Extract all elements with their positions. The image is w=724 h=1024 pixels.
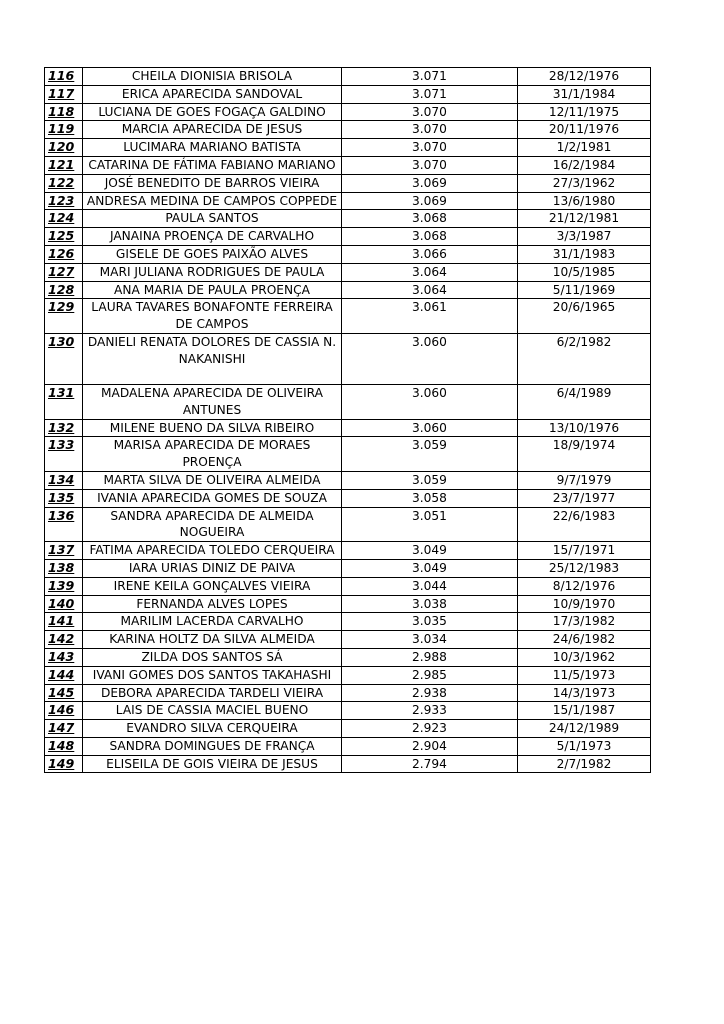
table-row: [45, 85, 651, 103]
birth-date: 31/1/1984: [518, 85, 651, 103]
row-number: 131: [45, 384, 83, 419]
birth-date: 10/5/1985: [518, 263, 651, 281]
candidate-name: LUCIANA DE GOES FOGAÇA GALDINO: [83, 103, 342, 121]
table-row: [45, 577, 651, 595]
table-row: [45, 755, 651, 773]
table-row: [45, 702, 651, 720]
table-row: [45, 631, 651, 649]
row-number: 145: [45, 684, 83, 702]
candidate-name: FATIMA APARECIDA TOLEDO CERQUEIRA: [83, 542, 342, 560]
candidate-name: MADALENA APARECIDA DE OLIVEIRA ANTUNES: [83, 384, 342, 419]
candidate-name: MARISA APARECIDA DE MORAES PROENÇA: [83, 437, 342, 472]
candidate-name: SANDRA DOMINGUES DE FRANÇA: [83, 737, 342, 755]
birth-date: 5/11/1969: [518, 281, 651, 299]
table-row: [45, 489, 651, 507]
score: 3.064: [342, 281, 518, 299]
ranking-rows: [45, 68, 651, 773]
ranking-table: [44, 67, 651, 773]
birth-date: 13/6/1980: [518, 192, 651, 210]
row-number: 122: [45, 174, 83, 192]
row-number: 136: [45, 507, 83, 542]
score: 2.904: [342, 737, 518, 755]
candidate-name: SANDRA APARECIDA DE ALMEIDA NOGUEIRA: [83, 507, 342, 542]
candidate-name: IVANI GOMES DOS SANTOS TAKAHASHI: [83, 666, 342, 684]
candidate-name: KARINA HOLTZ DA SILVA ALMEIDA: [83, 631, 342, 649]
birth-date: 2/7/1982: [518, 755, 651, 773]
candidate-name: LUCIMARA MARIANO BATISTA: [83, 139, 342, 157]
candidate-name: MARI JULIANA RODRIGUES DE PAULA: [83, 263, 342, 281]
score: 3.044: [342, 577, 518, 595]
score: 3.066: [342, 245, 518, 263]
table-row: [45, 507, 651, 542]
birth-date: 18/9/1974: [518, 437, 651, 472]
candidate-name: GISELE DE GOES PAIXÃO ALVES: [83, 245, 342, 263]
candidate-name: DANIELI RENATA DOLORES DE CASSIA N. NAKANISHI: [83, 333, 342, 384]
candidate-name: CHEILA DIONISIA BRISOLA: [83, 68, 342, 86]
candidate-name: JANAINA PROENÇA DE CARVALHO: [83, 228, 342, 246]
table-row: [45, 559, 651, 577]
row-number: 126: [45, 245, 83, 263]
score: 3.069: [342, 174, 518, 192]
score: 3.038: [342, 595, 518, 613]
row-number: 139: [45, 577, 83, 595]
score: 2.923: [342, 720, 518, 738]
score: 2.988: [342, 648, 518, 666]
row-number: 149: [45, 755, 83, 773]
score: 3.058: [342, 489, 518, 507]
table-row: [45, 542, 651, 560]
birth-date: 24/6/1982: [518, 631, 651, 649]
birth-date: 14/3/1973: [518, 684, 651, 702]
birth-date: 25/12/1983: [518, 559, 651, 577]
row-number: 143: [45, 648, 83, 666]
birth-date: 10/3/1962: [518, 648, 651, 666]
candidate-name: FERNANDA ALVES LOPES: [83, 595, 342, 613]
birth-date: 23/7/1977: [518, 489, 651, 507]
row-number: 128: [45, 281, 83, 299]
score: 3.070: [342, 156, 518, 174]
candidate-name: IVANIA APARECIDA GOMES DE SOUZA: [83, 489, 342, 507]
row-number: 140: [45, 595, 83, 613]
birth-date: 13/10/1976: [518, 419, 651, 437]
row-number: 118: [45, 103, 83, 121]
birth-date: 12/11/1975: [518, 103, 651, 121]
score: 2.933: [342, 702, 518, 720]
birth-date: 16/2/1984: [518, 156, 651, 174]
candidate-name: MILENE BUENO DA SILVA RIBEIRO: [83, 419, 342, 437]
table-row: [45, 384, 651, 419]
table-row: [45, 666, 651, 684]
row-number: 132: [45, 419, 83, 437]
row-number: 148: [45, 737, 83, 755]
row-number: 130: [45, 333, 83, 384]
row-number: 124: [45, 210, 83, 228]
score: 3.064: [342, 263, 518, 281]
score: 3.034: [342, 631, 518, 649]
score: 3.060: [342, 419, 518, 437]
birth-date: 17/3/1982: [518, 613, 651, 631]
birth-date: 6/2/1982: [518, 333, 651, 384]
score: 3.059: [342, 437, 518, 472]
row-number: 142: [45, 631, 83, 649]
score: 3.071: [342, 68, 518, 86]
table-row: [45, 228, 651, 246]
score: 3.051: [342, 507, 518, 542]
score: 3.070: [342, 121, 518, 139]
row-number: 119: [45, 121, 83, 139]
birth-date: 28/12/1976: [518, 68, 651, 86]
birth-date: 20/11/1976: [518, 121, 651, 139]
score: 2.985: [342, 666, 518, 684]
score: 2.794: [342, 755, 518, 773]
score: 2.938: [342, 684, 518, 702]
birth-date: 15/7/1971: [518, 542, 651, 560]
table-row: [45, 437, 651, 472]
birth-date: 3/3/1987: [518, 228, 651, 246]
birth-date: 10/9/1970: [518, 595, 651, 613]
score: 3.071: [342, 85, 518, 103]
row-number: 125: [45, 228, 83, 246]
table-row: [45, 299, 651, 334]
candidate-name: ERICA APARECIDA SANDOVAL: [83, 85, 342, 103]
table-row: [45, 471, 651, 489]
table-row: [45, 720, 651, 738]
table-row: [45, 103, 651, 121]
table-row: [45, 281, 651, 299]
row-number: 147: [45, 720, 83, 738]
table-row: [45, 121, 651, 139]
row-number: 129: [45, 299, 83, 334]
birth-date: 8/12/1976: [518, 577, 651, 595]
row-number: 133: [45, 437, 83, 472]
table-row: [45, 174, 651, 192]
row-number: 137: [45, 542, 83, 560]
score: 3.049: [342, 559, 518, 577]
candidate-name: MARILIM LACERDA CARVALHO: [83, 613, 342, 631]
candidate-name: LAIS DE CASSIA MACIEL BUENO: [83, 702, 342, 720]
score: 3.059: [342, 471, 518, 489]
birth-date: 20/6/1965: [518, 299, 651, 334]
birth-date: 6/4/1989: [518, 384, 651, 419]
candidate-name: DEBORA APARECIDA TARDELI VIEIRA: [83, 684, 342, 702]
candidate-name: MARCIA APARECIDA DE JESUS: [83, 121, 342, 139]
score: 3.060: [342, 333, 518, 384]
birth-date: 27/3/1962: [518, 174, 651, 192]
birth-date: 24/12/1989: [518, 720, 651, 738]
candidate-name: ZILDA DOS SANTOS SÁ: [83, 648, 342, 666]
table-row: [45, 68, 651, 86]
score: 3.068: [342, 228, 518, 246]
score: 3.035: [342, 613, 518, 631]
table-row: [45, 684, 651, 702]
candidate-name: IARA URIAS DINIZ DE PAIVA: [83, 559, 342, 577]
row-number: 146: [45, 702, 83, 720]
row-number: 120: [45, 139, 83, 157]
candidate-name: PAULA SANTOS: [83, 210, 342, 228]
row-number: 121: [45, 156, 83, 174]
score: 3.049: [342, 542, 518, 560]
birth-date: 21/12/1981: [518, 210, 651, 228]
candidate-name: ELISEILA DE GOIS VIEIRA DE JESUS: [83, 755, 342, 773]
table-row: [45, 333, 651, 384]
row-number: 123: [45, 192, 83, 210]
birth-date: 9/7/1979: [518, 471, 651, 489]
candidate-name: ANA MARIA DE PAULA PROENÇA: [83, 281, 342, 299]
candidate-name: EVANDRO SILVA CERQUEIRA: [83, 720, 342, 738]
row-number: 116: [45, 68, 83, 86]
score: 3.069: [342, 192, 518, 210]
candidate-name: JOSÉ BENEDITO DE BARROS VIEIRA: [83, 174, 342, 192]
birth-date: 1/2/1981: [518, 139, 651, 157]
table-row: [45, 595, 651, 613]
row-number: 144: [45, 666, 83, 684]
score: 3.070: [342, 103, 518, 121]
score: 3.061: [342, 299, 518, 334]
table-row: [45, 613, 651, 631]
table-row: [45, 156, 651, 174]
row-number: 141: [45, 613, 83, 631]
birth-date: 31/1/1983: [518, 245, 651, 263]
table-row: [45, 263, 651, 281]
row-number: 134: [45, 471, 83, 489]
candidate-name: IRENE KEILA GONÇALVES VIEIRA: [83, 577, 342, 595]
table-row: [45, 648, 651, 666]
birth-date: 5/1/1973: [518, 737, 651, 755]
score: 3.070: [342, 139, 518, 157]
birth-date: 22/6/1983: [518, 507, 651, 542]
candidate-name: CATARINA DE FÁTIMA FABIANO MARIANO: [83, 156, 342, 174]
candidate-name: LAURA TAVARES BONAFONTE FERREIRA DE CAMPOS: [83, 299, 342, 334]
row-number: 117: [45, 85, 83, 103]
birth-date: 11/5/1973: [518, 666, 651, 684]
table-row: [45, 419, 651, 437]
score: 3.060: [342, 384, 518, 419]
table-row: [45, 737, 651, 755]
table-row: [45, 245, 651, 263]
candidate-name: MARTA SILVA DE OLIVEIRA ALMEIDA: [83, 471, 342, 489]
row-number: 138: [45, 559, 83, 577]
score: 3.068: [342, 210, 518, 228]
row-number: 135: [45, 489, 83, 507]
birth-date: 15/1/1987: [518, 702, 651, 720]
row-number: 127: [45, 263, 83, 281]
table-row: [45, 210, 651, 228]
table-row: [45, 139, 651, 157]
candidate-name: ANDRESA MEDINA DE CAMPOS COPPEDE: [83, 192, 342, 210]
table-row: [45, 192, 651, 210]
